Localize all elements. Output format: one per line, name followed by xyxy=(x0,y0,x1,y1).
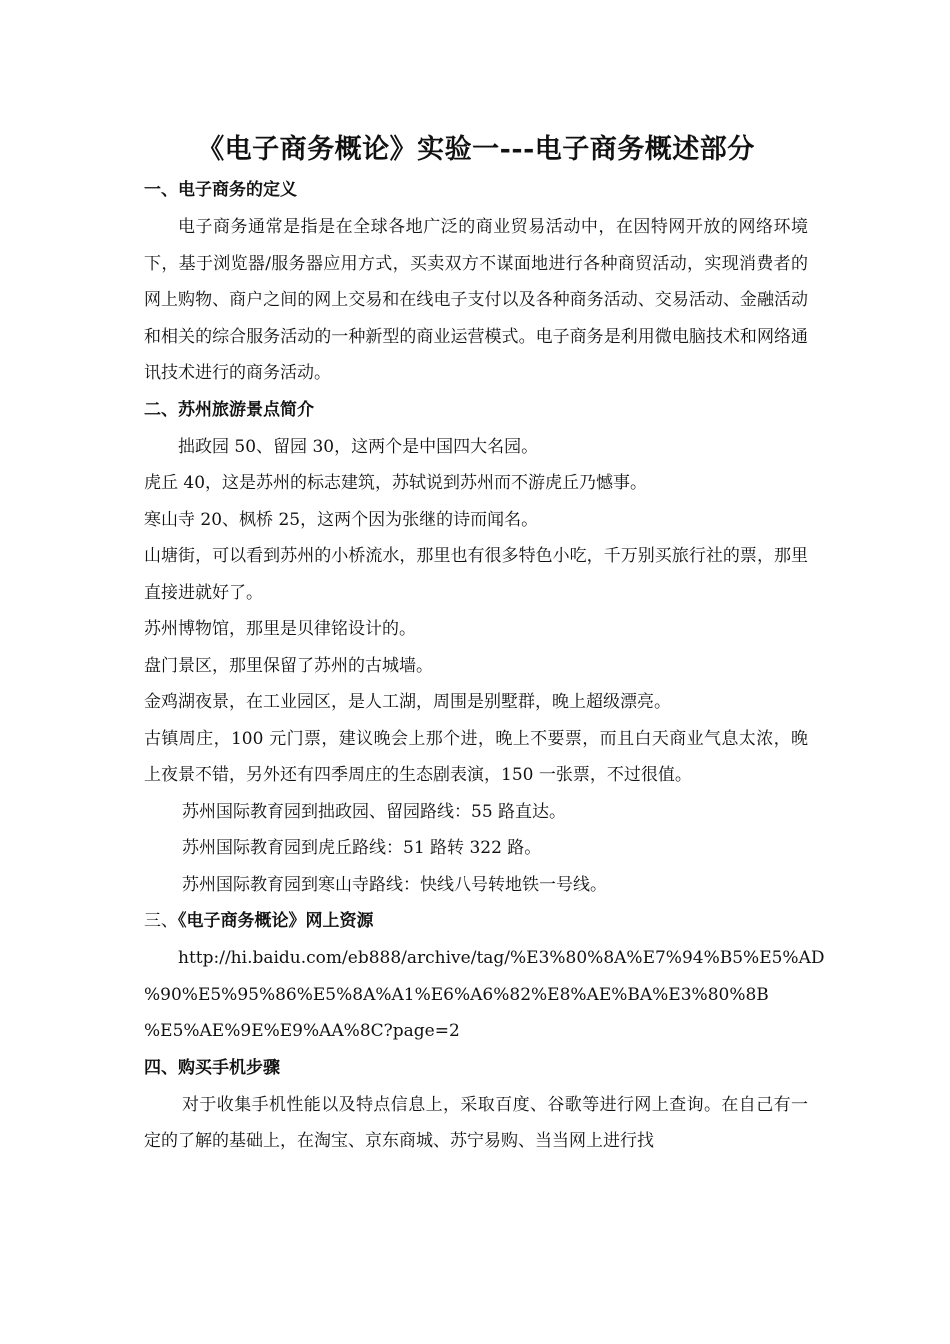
document-page xyxy=(144,130,825,1160)
section-heading-resources-number: 三、 xyxy=(144,911,178,931)
route-line-zhuozheng: 苏州国际教育园到拙政园、留园路线：55 路直达。 xyxy=(182,801,567,822)
section-heading-resources-title: 《电子商务概论》网上资源 xyxy=(178,911,374,931)
resource-url-line-1[interactable]: http://hi.baidu.com/eb888/archive/tag/%E3%80%8A%E7%94%B5%E5%AD xyxy=(178,948,825,968)
suzhou-line-huqiu: 虎丘 40，这是苏州的标志建筑，苏轼说到苏州而不游虎丘乃憾事。 xyxy=(144,473,648,493)
suzhou-line-hanshan: 寒山寺 20、枫桥 25，这两个因为张继的诗而闻名。 xyxy=(144,509,539,530)
suzhou-line-zhouzhuang: 古镇周庄，100 元门票，建议晚会上那个进，晚上不要票，而且白天商业气息太浓，晚上夜景不错，另外还有四季周庄的生态剧表演，150 一张票，不过很值。 xyxy=(144,728,808,785)
section-heading-buy-phone: 四、购买手机步骤 xyxy=(144,1057,280,1078)
resource-url-line-2[interactable]: %90%E5%95%86%E5%8A%A1%E6%A6%82%E8%AE%BA%E3%80%8B xyxy=(144,984,769,1005)
definition-paragraph: 电子商务通常是指是在全球各地广泛的商业贸易活动中，在因特网开放的网络环境下，基于浏览器/服务器应用方式，买卖双方不谋面地进行各种商贸活动，实现消费者的网上购物、商户之间的网上交易和在线电子支付以及各种商务活动、交易活动、金融活动和相关的综合服务活动的一种新型的商业运营模式。电子商务是利用微电脑技术和网络通讯技术进行的商务活动。 xyxy=(144,217,808,383)
section-heading-definition: 一、电子商务的定义 xyxy=(144,180,297,200)
suzhou-line-museum: 苏州博物馆，那里是贝律铭设计的。 xyxy=(144,619,416,639)
suzhou-line-gardens: 拙政园 50、留园 30，这两个是中国四大名园。 xyxy=(178,436,539,457)
buy-phone-paragraph: 对于收集手机性能以及特点信息上，采取百度、谷歌等进行网上查询。在自己有一定的了解的基础上，在淘宝、京东商城、苏宁易购、当当网上进行找 xyxy=(144,1094,808,1151)
suzhou-line-jinji-lake: 金鸡湖夜景，在工业园区，是人工湖，周围是别墅群，晚上超级漂亮。 xyxy=(144,692,671,712)
suzhou-line-shantang: 山塘街，可以看到苏州的小桥流水，那里也有很多特色小吃，千万别买旅行社的票，那里直接进就好了。 xyxy=(144,546,808,603)
document-title: 《电子商务概论》实验一---电子商务概述部分 xyxy=(197,134,755,165)
resource-url-line-3[interactable]: %E5%AE%9E%E9%AA%8C?page=2 xyxy=(144,1021,460,1041)
route-line-hanshan: 苏州国际教育园到寒山寺路线：快线八号转地铁一号线。 xyxy=(182,874,607,895)
suzhou-line-panmen: 盘门景区，那里保留了苏州的古城墙。 xyxy=(144,655,433,676)
section-heading-resources xyxy=(144,903,808,940)
section-heading-suzhou: 二、苏州旅游景点简介 xyxy=(144,399,314,420)
route-line-huqiu: 苏州国际教育园到虎丘路线：51 路转 322 路。 xyxy=(182,838,542,858)
